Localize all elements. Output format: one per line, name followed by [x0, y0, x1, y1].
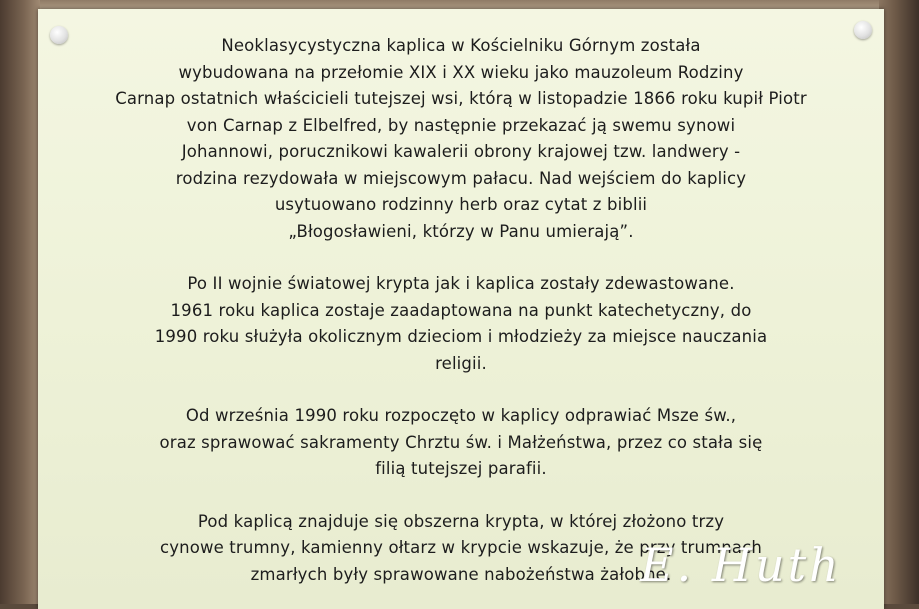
photographer-watermark: E. Huth — [640, 538, 842, 592]
plaque-line: zmarłych były sprawowane nabożeństwa żałobne. — [250, 564, 672, 584]
plaque-line: Pod kaplicą znajduje się obszerna krypta, w której złożono trzy — [197, 511, 725, 531]
plaque-line: „Błogosławieni, którzy w Panu umierają”. — [288, 221, 634, 241]
paragraph-gap — [38, 245, 884, 271]
paragraph-gap — [38, 377, 884, 403]
plaque-line: wybudowana na przełomie XIX i XX wieku jako mauzoleum Rodziny — [178, 62, 744, 82]
plaque-line: Po II wojnie światowej krypta jak i kaplica zostały zdewastowane. — [187, 274, 735, 293]
plaque-text — [38, 33, 884, 588]
plaque-line: 1990 roku służyła okolicznym dzieciom i młodzieży za miejsce nauczania — [154, 327, 768, 346]
plaque-line: Johannowi, porucznikowi kawalerii obrony krajowej tzw. landwery - — [181, 142, 741, 161]
wall-right — [879, 0, 919, 604]
plaque-line: oraz sprawować sakramenty Chrztu św. i Małżeństwa, przez co stała się — [159, 432, 763, 452]
paragraph-gap — [38, 483, 884, 509]
plaque-line: von Carnap z Elbelfred, by następnie przekazać ją swemu synowi — [186, 115, 736, 135]
plaque-line: Carnap ostatnich właścicieli tutejszej wsi, którą w listopadzie 1866 roku kupił Piotr — [115, 89, 807, 108]
plaque-line: filią tutejszej parafii. — [375, 459, 547, 478]
plaque-line: Neoklasycystyczna kaplica w Kościelniku Górnym została — [221, 36, 701, 55]
plaque-line: religii. — [435, 353, 487, 373]
plaque-line: 1961 roku kaplica zostaje zaadaptowana na punkt katechetyczny, do — [170, 300, 752, 320]
plaque-line: usytuowano rodzinny herb oraz cytat z biblii — [274, 195, 648, 214]
plaque-line: cynowe trumny, kamienny ołtarz w krypcie wskazuje, że przy trumnach — [159, 538, 763, 557]
information-plaque — [38, 9, 884, 609]
plaque-line: rodzina rezydowała w miejscowym pałacu. Nad wejściem do kaplicy — [175, 168, 747, 188]
wall-left — [0, 0, 40, 604]
plaque-line: Od września 1990 roku rozpoczęto w kaplicy odprawiać Msze św., — [185, 406, 737, 425]
